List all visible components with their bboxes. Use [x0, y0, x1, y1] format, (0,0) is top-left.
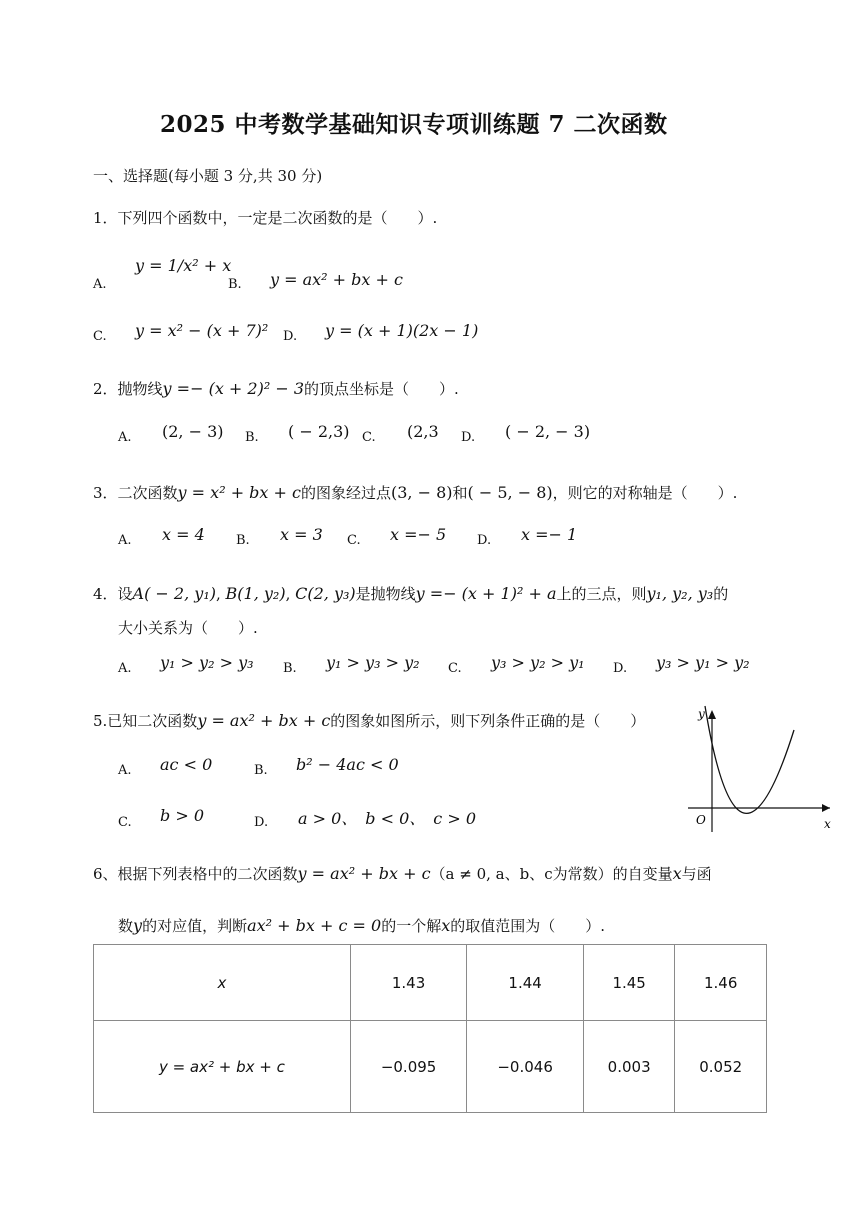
q5-option-c-expr: b > 0 [160, 806, 204, 825]
q6-line1-cond: （a ≠ 0, a、b、c为常数）的自变量 [430, 865, 673, 883]
table-cell: 1.46 [675, 945, 767, 1021]
q4-stem-tail: 的 [713, 585, 729, 603]
table-row [94, 945, 767, 1021]
q3-option-d-expr: x =− 1 [521, 525, 578, 544]
q5-option-b-expr: b² − 4ac < 0 [296, 755, 399, 774]
q3-stem-expr: y = x² + bx + c [177, 483, 301, 502]
y-axis-label: y [698, 707, 705, 721]
q2-stem-pre: 2．抛物线 [93, 380, 163, 398]
q2-option-d-letter: D. [461, 430, 476, 445]
q4-option-c-expr: y₃ > y₂ > y₁ [491, 653, 585, 672]
table-cell: 0.052 [675, 1021, 767, 1113]
q2-stem-expr: y =− (x + 2)² − 3 [162, 379, 305, 398]
page-title: 2025 中考数学基础知识专项训练题 7 二次函数 [160, 111, 668, 138]
q1-option-a-letter: A. [93, 277, 107, 292]
q6-line2-y: y [133, 916, 143, 935]
q3-option-c-expr: x =− 5 [390, 525, 447, 544]
q3-option-d-letter: D. [477, 533, 492, 548]
parabola-curve [705, 706, 794, 813]
q6-line2-pre: 数 [118, 917, 134, 935]
q5-stem-post: 的图象如图所示，则下列条件正确的是（ ） [330, 712, 646, 730]
q5-option-b-letter: B. [254, 763, 268, 778]
q3-option-b-expr: x = 3 [280, 525, 323, 544]
q4-parabola-expr: y =− (x + 1)² + a [415, 584, 557, 603]
q5-option-d-letter: D. [254, 815, 269, 830]
q4-option-a-expr: y₁ > y₂ > y₃ [160, 653, 254, 672]
table-cell: 1.45 [583, 945, 675, 1021]
q4-y-values: y₁, y₂, y₃ [646, 584, 714, 603]
table-cell: 0.003 [583, 1021, 675, 1113]
q4-option-d-expr: y₃ > y₁ > y₂ [656, 653, 750, 672]
q5-option-a-letter: A. [118, 763, 132, 778]
x-axis-label: x [824, 817, 831, 831]
q3-option-b-letter: B. [236, 533, 250, 548]
q2-option-a-expr: (2, − 3) [162, 422, 224, 441]
q1-option-b-letter: B. [228, 277, 242, 292]
q4-option-c-letter: C. [448, 661, 462, 676]
q5-stem-pre: 5.已知二次函数 [93, 712, 198, 730]
q3-point-2: ( − 5, − 8) [467, 483, 553, 502]
q6-line1-pre: 6、根据下列表格中的二次函数 [93, 865, 298, 883]
q2-option-a-letter: A. [118, 430, 132, 445]
table-cell: 1.43 [350, 945, 467, 1021]
q2-option-b-letter: B. [245, 430, 259, 445]
q2-stem-post: 的顶点坐标是（ ）. [304, 380, 459, 398]
q5-option-d-expr: a > 0、 b < 0、 c > 0 [298, 809, 477, 828]
q4-stem-mid: 是抛物线 [355, 585, 416, 603]
q2-option-d-expr: ( − 2, − 3) [505, 422, 591, 441]
q4-option-b-expr: y₁ > y₃ > y₂ [326, 653, 420, 672]
q6-line1-x: x [672, 864, 682, 883]
q4-option-b-letter: B. [283, 661, 297, 676]
q3-option-a-letter: A. [118, 533, 132, 548]
q2-option-b-expr: ( − 2,3) [288, 422, 350, 441]
table-cell: x [94, 945, 351, 1021]
q3-and: 和 [452, 484, 468, 502]
q1-option-d-letter: D. [283, 329, 298, 344]
q5-parabola-graph [684, 700, 834, 835]
q2-option-c-letter: C. [362, 430, 376, 445]
q3-stem-mid: 的图象经过点 [300, 484, 391, 502]
q3-option-c-letter: C. [347, 533, 361, 548]
q2-option-c-expr: (2,3 [407, 422, 439, 441]
q4-stem-line-2: 大小关系为（ ）. [118, 619, 258, 637]
y-axis-arrow-icon [708, 710, 716, 719]
origin-label: O [696, 813, 706, 827]
q6-line1-expr: y = ax² + bx + c [297, 864, 431, 883]
q1-option-b-expr: y = ax² + bx + c [270, 270, 403, 289]
q6-line2-equation: ax² + bx + c = 0 [247, 916, 382, 935]
table-row [94, 1021, 767, 1113]
x-axis-arrow-icon [822, 804, 830, 812]
q4-option-d-letter: D. [613, 661, 628, 676]
q4-stem-post: 上的三点，则 [556, 585, 647, 603]
q6-line2-x: x [441, 916, 451, 935]
q6-line2-post: 的取值范围为（ ）. [450, 917, 606, 935]
q4-point-c: C(2, y₃) [295, 584, 356, 603]
q5-option-c-letter: C. [118, 815, 132, 830]
q5-option-a-expr: ac < 0 [160, 755, 213, 774]
q4-stem-pre: 4．设 [93, 585, 133, 603]
table-cell: y = ax² + bx + c [94, 1021, 351, 1113]
q6-line2-mid: 的对应值，判断 [142, 917, 248, 935]
q5-stem-expr: y = ax² + bx + c [197, 711, 331, 730]
q1-option-d-expr: y = (x + 1)(2x − 1) [325, 321, 479, 340]
q6-line2-mid2: 的一个解 [381, 917, 442, 935]
q1-option-a-expr: y = 1/x² + x [135, 256, 232, 275]
q6-value-table [93, 944, 767, 1113]
table-cell: 1.44 [467, 945, 584, 1021]
table-cell: −0.095 [350, 1021, 467, 1113]
q1-option-c-expr: y = x² − (x + 7)² [135, 321, 269, 340]
table-cell: −0.046 [467, 1021, 584, 1113]
q6-line1-post: 与函 [681, 865, 712, 883]
q4-point-a: A( − 2, y₁) [132, 584, 216, 603]
q3-stem-post: ，则它的对称轴是（ ）. [552, 484, 738, 502]
q3-point-1: (3, − 8) [391, 483, 453, 502]
q1-option-c-letter: C. [93, 329, 107, 344]
q3-option-a-expr: x = 4 [162, 525, 205, 544]
section-heading: 一、选择题(每小题 3 分,共 30 分) [93, 167, 323, 185]
q3-stem-pre: 3．二次函数 [93, 484, 178, 502]
q4-point-b: B(1, y₂) [225, 584, 286, 603]
q4-option-a-letter: A. [118, 661, 132, 676]
question-1-stem: 1．下列四个函数中，一定是二次函数的是（ ）. [93, 209, 438, 227]
